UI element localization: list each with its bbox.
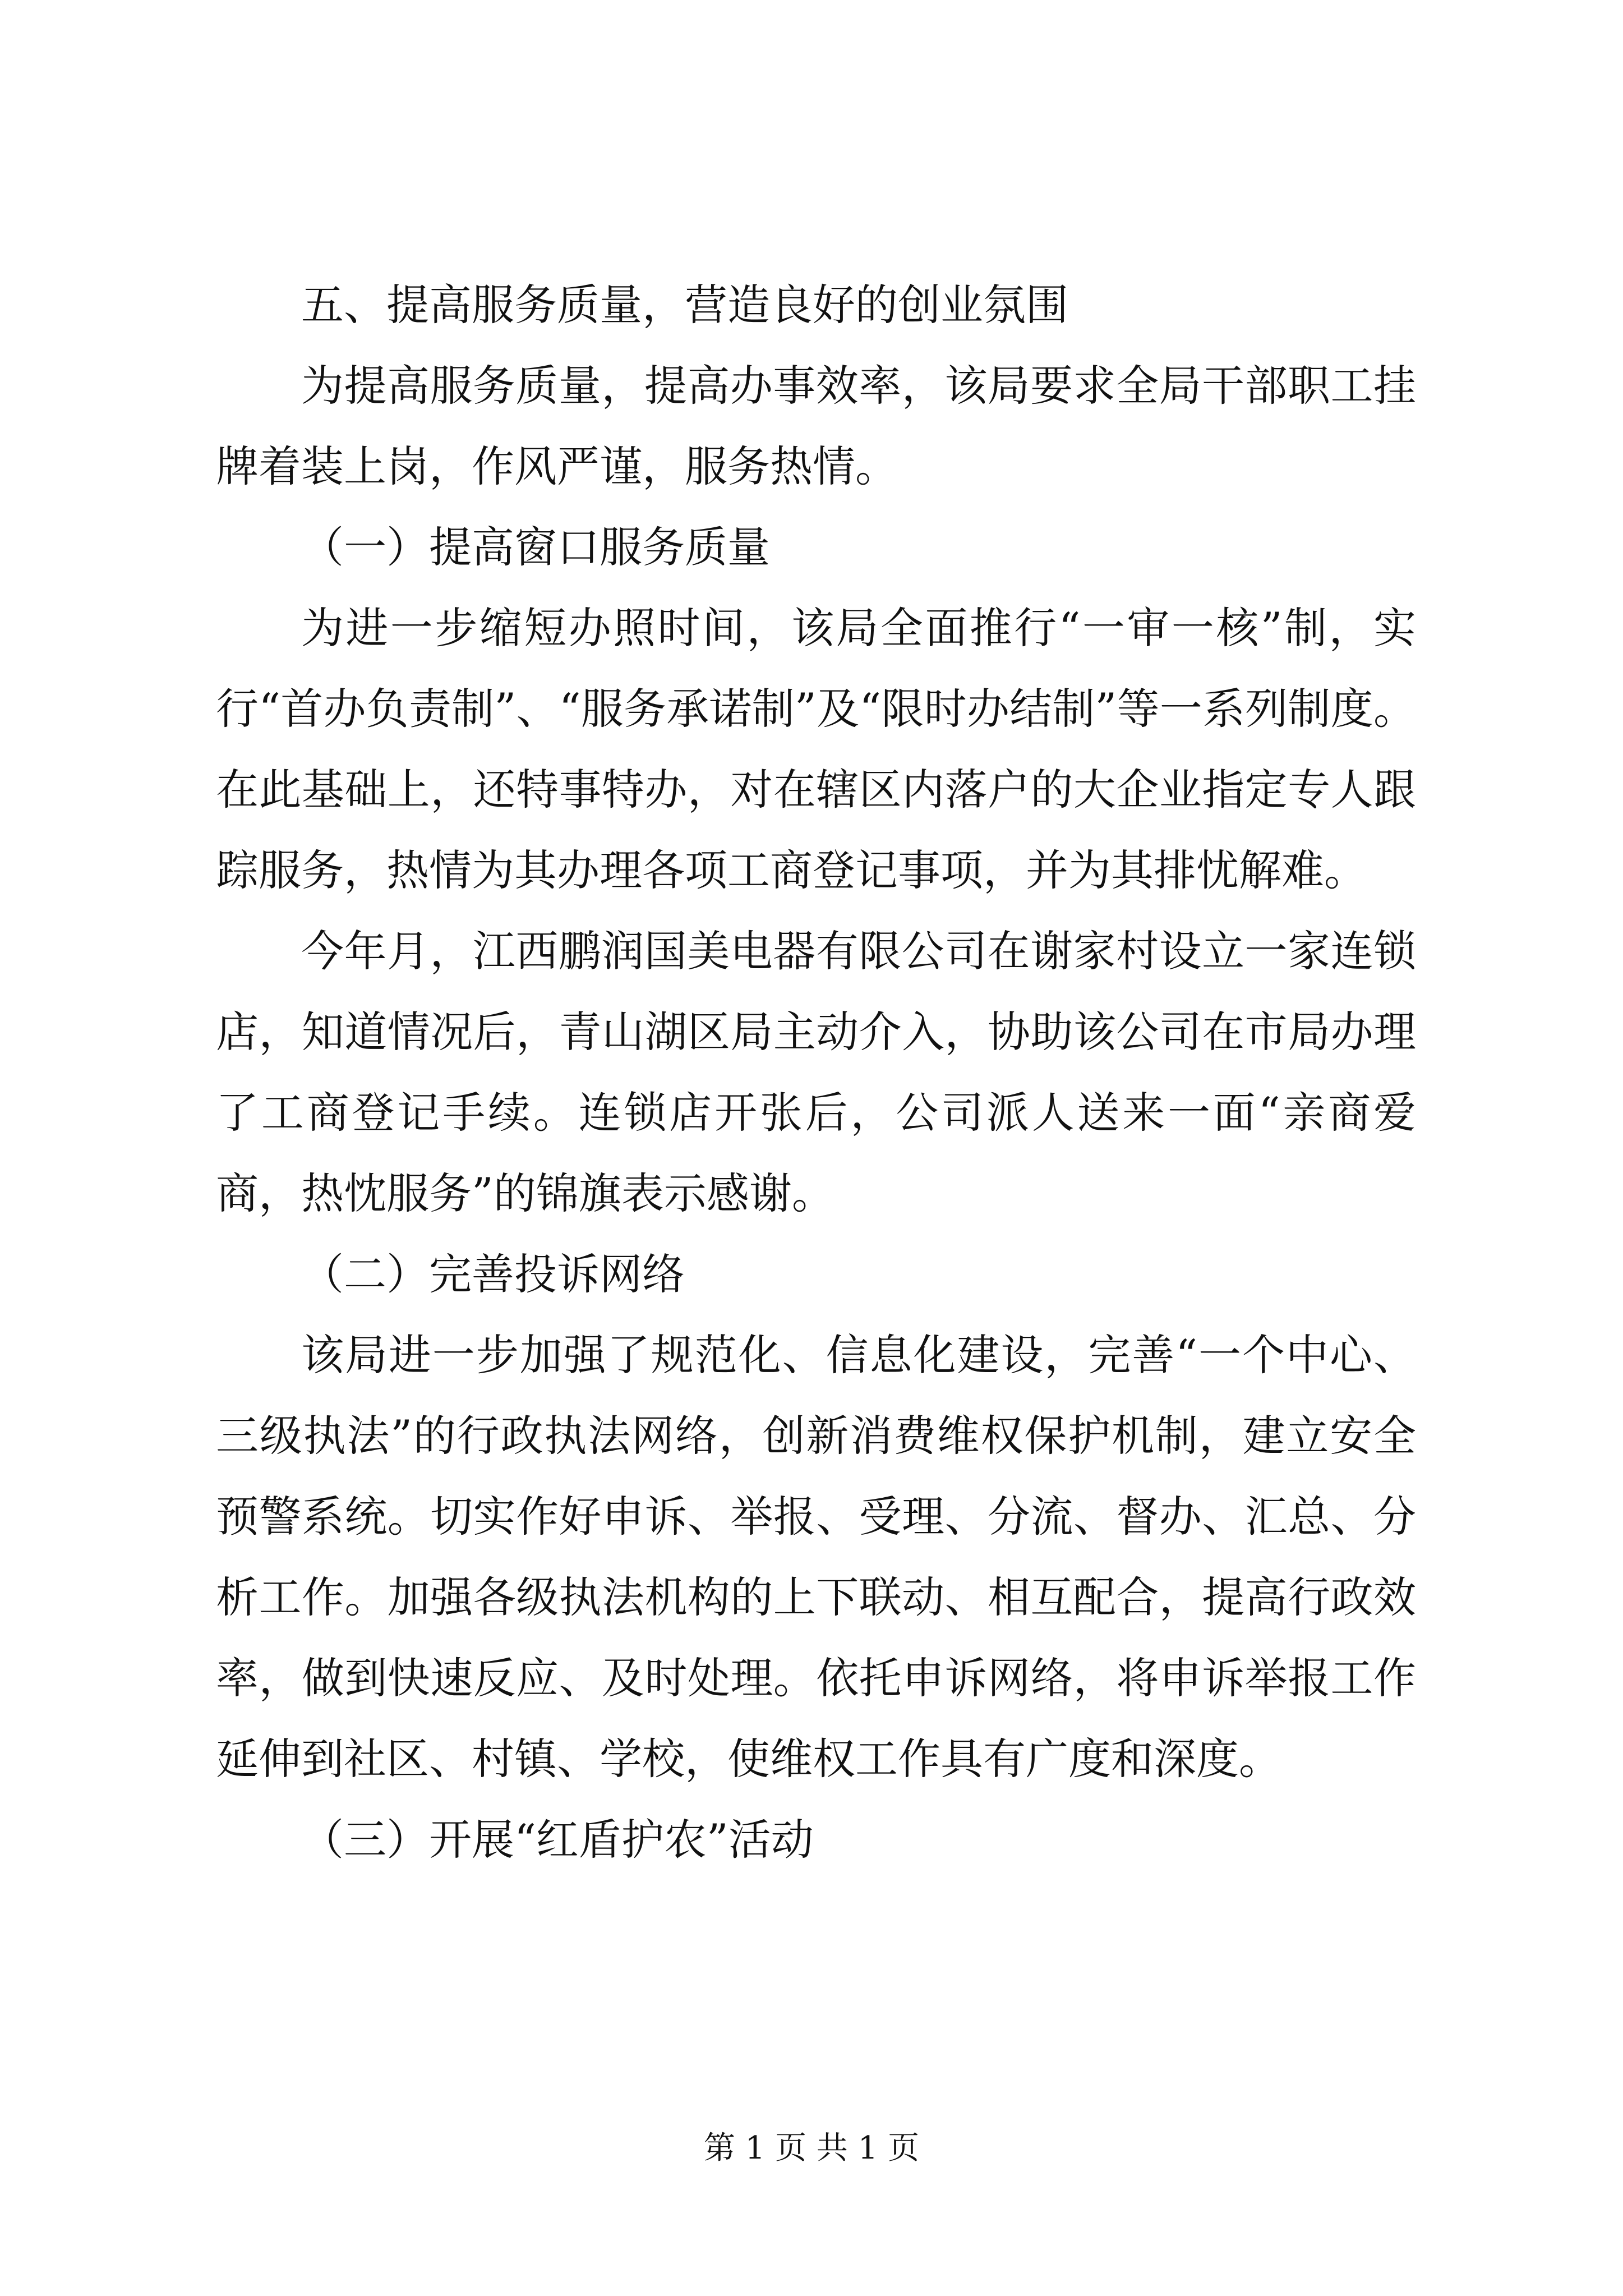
paragraph: 今年月，江西鹏润国美电器有限公司在谢家村设立一家连锁店，知道情况后，青山湖区局主动介入，协助该公司在市局办理了工商登记手续。连锁店开张后，公司派人送来一面“亲商爱商，热忱服务”的锦旗表示感谢。 [216, 926, 1416, 1218]
subsection-heading: （三）开展“红盾护农”活动 [301, 1815, 814, 1865]
paragraph: 该局进一步加强了规范化、信息化建设，完善“一个中心、三级执法”的行政执法网络，创新消费维权保护机制，建立安全预警系统。切实作好申诉、举报、受理、分流、督办、汇总、分析工作。加强各级执法机构的上下联动、相互配合，提高行政效率，做到快速反应、及时处理。依托申诉网络，将申诉举报工作延伸到社区、村镇、学校，使维权工作具有广度和深度。 [216, 1330, 1416, 1784]
paragraph: 为提高服务质量，提高办事效率，该局要求全局干部职工挂牌着装上岗，作风严谨，服务热情。 [216, 361, 1416, 491]
subsection-heading: （二）完善投诉网络 [301, 1249, 685, 1299]
subsection-heading: （一）提高窗口服务质量 [301, 522, 770, 572]
section-heading: 五、提高服务质量，营造良好的创业氛围 [301, 280, 1068, 330]
paragraph: 为进一步缩短办照时间，该局全面推行“一审一核”制，实行“首办负责制”、“服务承诺制”及“限时办结制”等一系列制度。在此基础上，还特事特办，对在辖区内落户的大企业指定专人跟踪服务，热情为其办理各项工商登记事项，并为其排忧解难。 [216, 603, 1416, 895]
document-body [216, 265, 1416, 1880]
page-footer: 第 1 页 共 1 页 [703, 2130, 920, 2166]
